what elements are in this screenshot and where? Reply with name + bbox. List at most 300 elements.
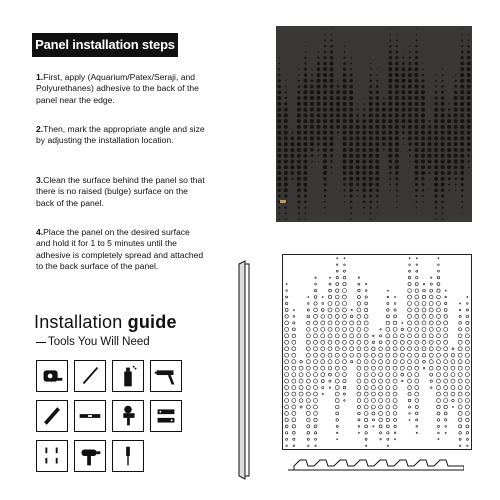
perforation-dot	[428, 154, 432, 158]
perforation-dot	[292, 399, 296, 403]
perforation-dot	[442, 74, 444, 76]
perforation-dot	[304, 201, 307, 204]
perforation-dot	[349, 154, 353, 158]
perforation-dot	[445, 296, 447, 298]
perforation-dot	[465, 379, 469, 383]
perforation-dot	[400, 360, 404, 364]
perforation-dot	[292, 425, 295, 428]
perforation-dot	[292, 353, 296, 357]
perforation-dot	[416, 270, 418, 272]
perforation-dot	[279, 218, 280, 219]
perforation-dot	[379, 353, 383, 357]
perforation-dot	[436, 366, 440, 370]
perforation-dot	[461, 40, 463, 42]
perforation-dot	[290, 159, 294, 163]
perforation-dot	[285, 399, 289, 403]
perforation-dot	[428, 120, 430, 122]
perforation-dot	[388, 79, 392, 83]
perforation-dot	[415, 302, 419, 306]
perforation-dot	[357, 353, 361, 357]
perforation-dot	[328, 327, 332, 331]
perforation-dot	[306, 347, 310, 351]
spirit-level-icon	[74, 400, 106, 432]
perforation-dot	[435, 80, 437, 82]
perforation-dot	[422, 353, 426, 357]
perforation-dot	[395, 177, 398, 180]
perforation-dot	[379, 418, 383, 422]
perforation-dot	[376, 201, 378, 203]
perforation-dot	[454, 125, 458, 129]
perforation-dot	[323, 171, 327, 175]
perforation-dot	[461, 34, 462, 35]
spray-gun-icon	[112, 400, 144, 432]
perforation-dot	[349, 142, 353, 146]
perforation-dot	[351, 309, 352, 310]
perforation-dot	[421, 90, 425, 94]
perforation-dot	[395, 142, 399, 146]
perforation-dot	[303, 119, 307, 123]
perforation-dot	[434, 154, 438, 158]
perforation-dot	[314, 321, 318, 325]
perforation-dot	[322, 387, 324, 389]
perforation-dot	[430, 373, 433, 376]
perforation-dot	[388, 62, 392, 66]
perforation-dot	[292, 328, 295, 331]
perforation-dot	[414, 125, 418, 129]
perforation-dot	[350, 74, 353, 77]
perforation-dot	[455, 190, 456, 191]
perforation-dot	[386, 425, 389, 428]
perforation-dot	[317, 57, 319, 59]
perforation-dot	[460, 108, 464, 112]
perforation-dot	[330, 79, 334, 83]
perforation-dot	[323, 142, 327, 146]
perforation-dot	[324, 195, 326, 197]
perforation-dot	[400, 347, 404, 351]
perforation-dot	[458, 392, 462, 396]
perforation-dot	[441, 159, 445, 163]
perforation-dot	[310, 148, 313, 151]
perforation-dot	[395, 159, 399, 163]
perforation-dot	[466, 418, 469, 421]
perforation-dot	[285, 366, 289, 370]
perforation-dot	[393, 327, 397, 331]
perforation-dot	[350, 347, 354, 351]
perforation-dot	[390, 28, 391, 29]
perforation-dot	[314, 373, 318, 377]
perforation-dot	[343, 379, 346, 382]
perforation-dot	[306, 353, 310, 357]
perforation-dot	[335, 366, 339, 370]
perforation-dot	[277, 96, 281, 100]
perforation-dot	[389, 56, 392, 59]
perforation-dot	[335, 386, 339, 390]
perforation-dot	[277, 108, 281, 112]
perforation-dot	[369, 183, 373, 187]
perforation-dot	[382, 119, 386, 123]
perforation-dot	[448, 183, 450, 185]
perforation-dot	[292, 411, 296, 415]
perforation-dot	[421, 148, 425, 152]
perforation-dot	[316, 79, 320, 83]
perforation-dot	[285, 418, 288, 421]
caulking-gun-icon	[150, 360, 182, 392]
perforation-dot	[461, 189, 464, 192]
perforation-dot	[459, 322, 462, 325]
perforation-dot	[454, 159, 458, 163]
perforation-dot	[460, 90, 464, 94]
perforation-dot	[382, 142, 385, 145]
perforation-dot	[445, 419, 447, 421]
perforation-dot	[290, 154, 294, 158]
perforation-dot	[371, 405, 375, 409]
perforation-dot	[460, 142, 464, 146]
perforation-dot	[394, 315, 397, 318]
perforation-dot	[434, 142, 438, 146]
perforation-dot	[321, 327, 325, 331]
perforation-dot	[310, 96, 314, 100]
perforation-dot	[460, 177, 464, 181]
perforation-dot	[285, 91, 287, 93]
perforation-dot	[343, 73, 347, 77]
perforation-dot	[441, 200, 444, 203]
perforation-dot	[363, 114, 366, 117]
perforation-dot	[329, 289, 332, 292]
perforation-dot	[336, 419, 339, 422]
perforation-dot	[371, 366, 375, 370]
perforation-dot	[331, 166, 333, 168]
perforation-dot	[324, 45, 326, 47]
perforation-dot	[403, 51, 404, 52]
perforation-dot	[467, 142, 471, 146]
perforation-dot	[434, 131, 438, 135]
perforation-dot	[286, 284, 287, 285]
perforation-dot	[429, 340, 433, 344]
perforation-dot	[321, 360, 325, 364]
step-number: 2.	[36, 124, 44, 134]
perforation-dot	[324, 189, 327, 192]
perforation-dot	[284, 136, 288, 140]
perforation-dot	[323, 119, 327, 123]
perforation-dot	[321, 315, 325, 319]
step-3	[36, 175, 206, 209]
perforation-dot	[277, 131, 281, 135]
perforation-dot	[380, 335, 382, 337]
perforation-dot	[402, 125, 406, 129]
perforation-dot	[422, 340, 426, 344]
perforation-dot	[286, 438, 288, 440]
perforation-dot	[393, 392, 397, 396]
perforation-dot	[349, 159, 353, 163]
perforation-dot	[336, 113, 340, 117]
screwdriver-icon	[112, 440, 144, 472]
perforation-dot	[284, 108, 288, 112]
perforation-dot	[467, 96, 471, 100]
perforation-dot	[415, 56, 418, 59]
perforation-dot	[343, 276, 346, 279]
perforation-dot	[395, 62, 399, 66]
perforation-dot	[415, 340, 419, 344]
perforation-dot	[356, 114, 359, 117]
perforation-dot	[343, 373, 347, 377]
perforation-dot	[442, 212, 444, 214]
perforation-dot	[310, 131, 314, 135]
perforation-dot	[330, 160, 333, 163]
perforation-dot	[375, 102, 379, 106]
perforation-dot	[297, 136, 301, 140]
perforation-dot	[335, 347, 339, 351]
perforation-dot	[303, 108, 307, 112]
perforation-dot	[444, 353, 448, 357]
perforation-dot	[292, 431, 295, 434]
perforation-dot	[364, 379, 368, 383]
perforation-dot	[436, 308, 440, 312]
perforation-dot	[356, 125, 360, 129]
perforation-dot	[422, 63, 423, 64]
guide-title-bold: guide	[127, 312, 177, 332]
perforation-dot	[324, 213, 325, 214]
ruler-icon	[36, 400, 68, 432]
perforation-dot	[451, 392, 455, 396]
perforation-dot	[314, 392, 318, 396]
perforation-dot	[414, 142, 418, 146]
perforation-dot	[444, 379, 448, 383]
perforation-dot	[436, 399, 440, 403]
perforation-dot	[365, 438, 367, 440]
perforation-dot	[369, 91, 372, 94]
perforation-dot	[362, 183, 366, 187]
perforation-dot	[409, 46, 410, 47]
perforation-dot	[369, 136, 373, 140]
perforation-dot	[342, 340, 346, 344]
perforation-dot	[277, 171, 281, 175]
perforation-dot	[389, 172, 392, 175]
perforation-dot	[365, 445, 366, 446]
perforation-dot	[434, 165, 438, 169]
perforation-dot	[323, 90, 327, 94]
perforation-dot	[400, 353, 404, 357]
perforation-dot	[343, 136, 347, 140]
perforation-dot	[330, 148, 334, 152]
perforation-dot	[316, 125, 320, 129]
perforation-dot	[303, 131, 307, 135]
perforation-dot	[401, 102, 405, 106]
perforation-dot	[422, 195, 424, 197]
perforation-dot	[415, 373, 419, 377]
perforation-dot	[364, 353, 368, 357]
pencil-icon	[74, 360, 106, 392]
perforation-dot	[409, 264, 411, 266]
perforation-dot	[436, 327, 440, 331]
perforation-dot	[421, 113, 425, 117]
perforation-dot	[408, 379, 412, 383]
perforation-dot	[415, 295, 419, 299]
perforation-dot	[422, 79, 425, 82]
perforation-dot	[414, 154, 418, 158]
perforation-dot	[415, 189, 418, 192]
perforation-dot	[285, 218, 287, 220]
perforation-dot	[395, 96, 399, 100]
perforation-dot	[303, 142, 307, 146]
perforation-dot	[409, 413, 411, 415]
perforation-dot	[321, 366, 325, 370]
perforation-dot	[401, 85, 405, 89]
perforation-dot	[343, 62, 346, 65]
heat-gun-icon	[74, 440, 106, 472]
perforation-dot	[278, 212, 280, 214]
perforation-dot	[468, 160, 470, 162]
perforation-dot	[454, 136, 458, 140]
perforation-dot	[356, 136, 360, 140]
perforation-dot	[409, 51, 411, 53]
perforation-dot	[357, 386, 361, 390]
perforation-dot	[350, 327, 354, 331]
perforation-dot	[382, 131, 386, 135]
perforation-dot	[402, 322, 403, 323]
perforation-dot	[297, 159, 301, 163]
perforation-dot	[303, 177, 307, 181]
perforation-dot	[441, 206, 443, 208]
perforation-dot	[285, 412, 289, 416]
perforation-dot	[277, 165, 281, 169]
perforation-dot	[408, 90, 412, 94]
perforation-dot	[408, 67, 412, 71]
perforation-dot	[376, 195, 379, 198]
perforation-dot	[362, 165, 366, 169]
perforation-dot	[415, 183, 418, 186]
perforation-dot	[342, 321, 346, 325]
perforation-dot	[328, 308, 332, 312]
perforation-dot	[460, 136, 464, 140]
perforation-dot	[441, 136, 445, 140]
perforation-dot	[395, 119, 399, 123]
perforation-dot	[310, 85, 313, 88]
perforation-dot	[285, 353, 289, 357]
perforation-dot	[415, 405, 418, 408]
perforation-dot	[310, 90, 314, 94]
perforation-dot	[468, 39, 470, 41]
panel-side-view	[236, 260, 250, 480]
perforation-dot	[310, 125, 314, 129]
perforation-dot	[415, 171, 419, 175]
perforation-dot	[362, 177, 366, 181]
diagram-dot-pattern	[283, 255, 471, 449]
perforation-dot	[317, 62, 320, 65]
perforation-dot	[462, 213, 463, 214]
perforation-dot	[349, 171, 353, 175]
perforation-dot	[284, 177, 288, 181]
perforation-dot	[330, 56, 334, 60]
perforation-dot	[331, 172, 332, 173]
perforation-dot	[377, 69, 378, 70]
perforation-dot	[460, 125, 464, 129]
perforation-dot	[297, 148, 301, 152]
perforation-dot	[452, 406, 453, 407]
perforation-dot	[286, 290, 288, 292]
perforation-dot	[285, 315, 288, 318]
perforation-dot	[408, 340, 412, 344]
perforation-dot	[416, 419, 418, 421]
perforation-dot	[466, 432, 468, 434]
perforation-dot	[337, 131, 339, 133]
perforation-dot	[408, 73, 412, 77]
tools-subtitle	[36, 336, 150, 348]
perforation-dot	[336, 412, 339, 415]
perforation-dot	[349, 90, 353, 94]
perforation-dot	[395, 125, 399, 129]
perforation-dot	[461, 51, 464, 54]
perforation-dot	[461, 45, 463, 47]
perforation-dot	[337, 80, 338, 81]
perforation-dot	[343, 142, 347, 146]
perforation-dot	[298, 212, 300, 214]
perforation-dot	[408, 392, 411, 395]
perforation-dot	[422, 334, 426, 338]
perforation-dot	[299, 379, 303, 383]
step-number: 4.	[36, 227, 44, 237]
perforation-dot	[297, 183, 301, 187]
perforation-dot	[415, 334, 419, 338]
perforation-dot	[423, 283, 425, 285]
perforation-dot	[343, 282, 346, 285]
perforation-dot	[318, 155, 320, 157]
perforation-dot	[306, 386, 310, 390]
perforation-dot	[422, 302, 426, 306]
perforation-dot	[394, 439, 395, 440]
perforation-dot	[277, 148, 281, 152]
perforation-dot	[375, 177, 379, 181]
perforation-dot	[292, 347, 296, 351]
perforation-dot	[448, 103, 450, 105]
perforation-dot	[408, 314, 412, 318]
perforation-dot	[323, 56, 326, 59]
perforation-dot	[358, 426, 360, 428]
perforation-dot	[316, 85, 320, 89]
perforation-dot	[304, 206, 306, 208]
perforation-dot	[379, 379, 383, 383]
perforation-dot	[306, 399, 310, 403]
perforation-dot	[465, 399, 469, 403]
perforation-dot	[415, 353, 419, 357]
perforation-dot	[396, 195, 398, 197]
perforation-dot	[321, 340, 325, 344]
perforation-dot	[394, 432, 396, 434]
perforation-dot	[386, 418, 389, 421]
perforation-dot	[460, 165, 464, 169]
perforation-dot	[292, 366, 296, 370]
perforation-dot	[408, 62, 411, 65]
perforation-dot	[423, 360, 426, 363]
perforation-dot	[467, 73, 471, 77]
perforation-dot	[415, 289, 418, 292]
perforation-dot	[408, 295, 412, 299]
perforation-dot	[467, 50, 470, 53]
perforation-dot	[303, 90, 307, 94]
perforation-dot	[441, 194, 444, 197]
perforation-dot	[394, 425, 396, 427]
perforation-dot	[358, 412, 361, 415]
perforation-dot	[387, 296, 389, 298]
perforation-dot	[408, 308, 412, 312]
perforation-dot	[299, 386, 303, 390]
perforation-dot	[460, 62, 463, 65]
perforation-dot	[441, 102, 445, 106]
perforation-dot	[323, 183, 326, 186]
perforation-dot	[369, 195, 372, 198]
perforation-dot	[445, 302, 447, 304]
perforation-dot	[314, 366, 318, 370]
perforation-dot	[370, 206, 372, 208]
